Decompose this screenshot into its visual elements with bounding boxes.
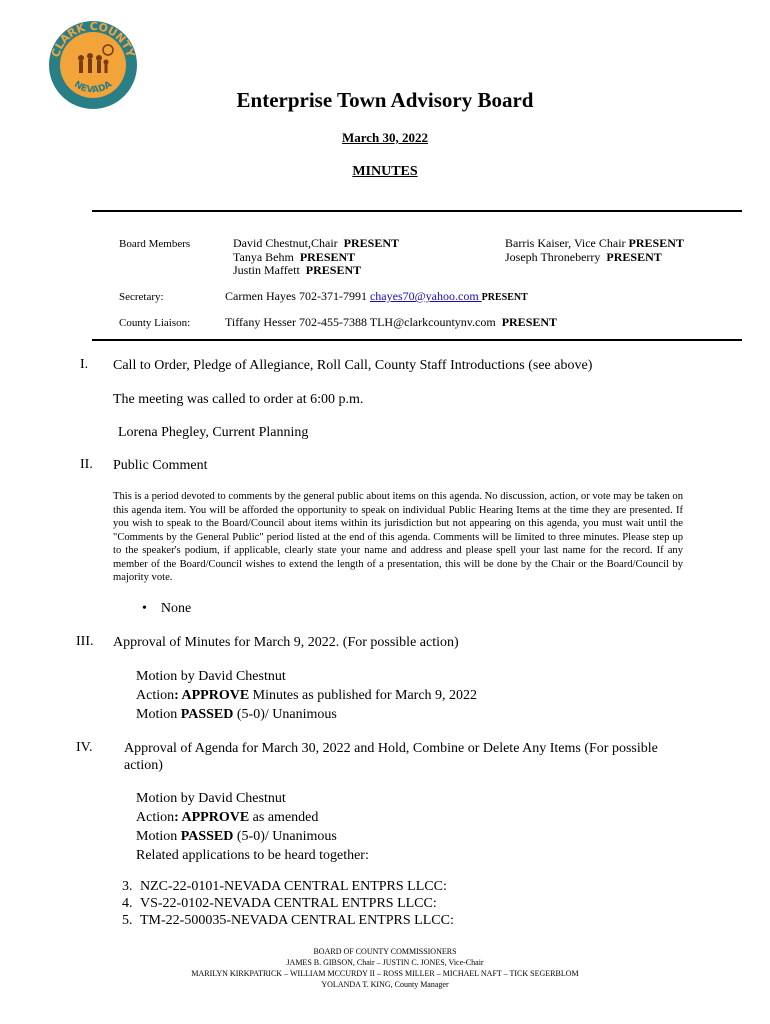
secretary-email-link[interactable]: chayes70@yahoo.com [369,289,482,303]
member-row: Barris Kaiser, Vice Chair PRESENT [505,236,684,250]
action-line: Action: APPROVE as amended [136,810,319,825]
result-line: Motion PASSED (5-0)/ Unanimous [136,707,337,722]
footer-line: JAMES B. GIBSON, Chair – JUSTIN C. JONES, Vice-Chair [286,958,484,967]
logo-text-top: CLARK COUNTY [48,20,138,59]
list-item: 5. TM-22-500035-NEVADA CENTRAL ENTPRS LLCC: [136,912,454,929]
motion-by: Motion by David Chestnut [136,791,286,806]
section-heading: Public Comment [113,458,208,473]
motion-by: Motion by David Chestnut [136,669,286,684]
top-divider [92,210,742,212]
section-number: IV. [76,740,93,755]
staff-intro-text: Lorena Phegley, Current Planning [118,425,309,440]
document-type: MINUTES [352,164,418,179]
motion-block [136,789,369,865]
section-heading-continued: action) [124,758,163,773]
logo-text-bottom: NEVADA [72,79,114,96]
related-applications-list [114,878,454,929]
section-number: I. [80,357,89,372]
result-line: Motion PASSED (5-0)/ Unanimous [136,829,337,844]
member-row: Joseph Throneberry PRESENT [505,249,662,264]
secretary-info: Carmen Hayes 702-371-7991 chayes70@yahoo.com PRESENT [225,289,528,303]
related-applications-text: Related applications to be heard together: [136,848,369,863]
call-to-order-text: The meeting was called to order at 6:00 p.m. [113,392,364,407]
motion-block [136,667,477,724]
county-liaison-label: County Liaison: [119,317,191,329]
list-item: 4. VS-22-0102-NEVADA CENTRAL ENTPRS LLCC: [136,895,454,912]
list-item: 3. NZC-22-0101-NEVADA CENTRAL ENTPRS LLCC: [136,878,454,895]
footer-line: MARILYN KIRKPATRICK – WILLIAM MCCURDY II – ROSS MILLER – MICHAEL NAFT – TICK SEGERBLOM [191,969,579,978]
board-members-label: Board Members [119,238,191,250]
footer-line: BOARD OF COUNTY COMMISSIONERS [313,947,457,956]
county-liaison-info: Tiffany Hesser 702-455-7388 TLH@clarkcountynv.com PRESENT [225,315,558,329]
bullet-item: • None [142,601,192,616]
board-members-right [505,237,684,264]
footer-line: YOLANDA T. KING, County Manager [321,980,449,989]
section-number: III. [76,634,94,649]
public-comment-paragraph: This is a period devoted to comments by the general public about items on this agenda. No discussion, action, or vote may be taken on this agenda item. You will be afforded the opportunity to speak on individual Public Hearing Items at the time they are presented. If you wish to speak to the Board/Council about items within its jurisdiction but not appearing on this agenda, you must wait until the "Comments by the General Public" period listed at the end of this agenda. Comments will be limited to three minutes. Please step up to the speaker's podium, if applicable, clearly state your name and address and please spell your last name for the record. If any member of the Board/Council wishes to extend the length of a presentation, this will be done by the Chair or the Board/Council by majority vote. [113,491,683,583]
secretary-label: Secretary: [119,291,164,303]
meeting-date: March 30, 2022 [341,130,429,145]
roster-divider [92,339,742,341]
member-row: Tanya Behm PRESENT [233,249,356,264]
section-number: II. [80,457,93,472]
page-title: Enterprise Town Advisory Board [236,88,534,112]
bullet-icon: • [142,601,147,616]
section-heading: Approval of Agenda for March 30, 2022 and Hold, Combine or Delete Any Items (For possible [124,741,658,756]
page-footer [0,946,770,990]
board-members-left [233,237,399,278]
action-line: Action: APPROVE Minutes as published for March 9, 2022 [136,688,478,703]
section-heading: Call to Order, Pledge of Allegiance, Roll Call, County Staff Introductions (see above) [113,358,593,373]
member-row: Justin Maffett PRESENT [233,263,362,277]
section-heading: Approval of Minutes for March 9, 2022. (For possible action) [113,635,459,650]
member-row: David Chestnut,Chair PRESENT [233,236,400,250]
